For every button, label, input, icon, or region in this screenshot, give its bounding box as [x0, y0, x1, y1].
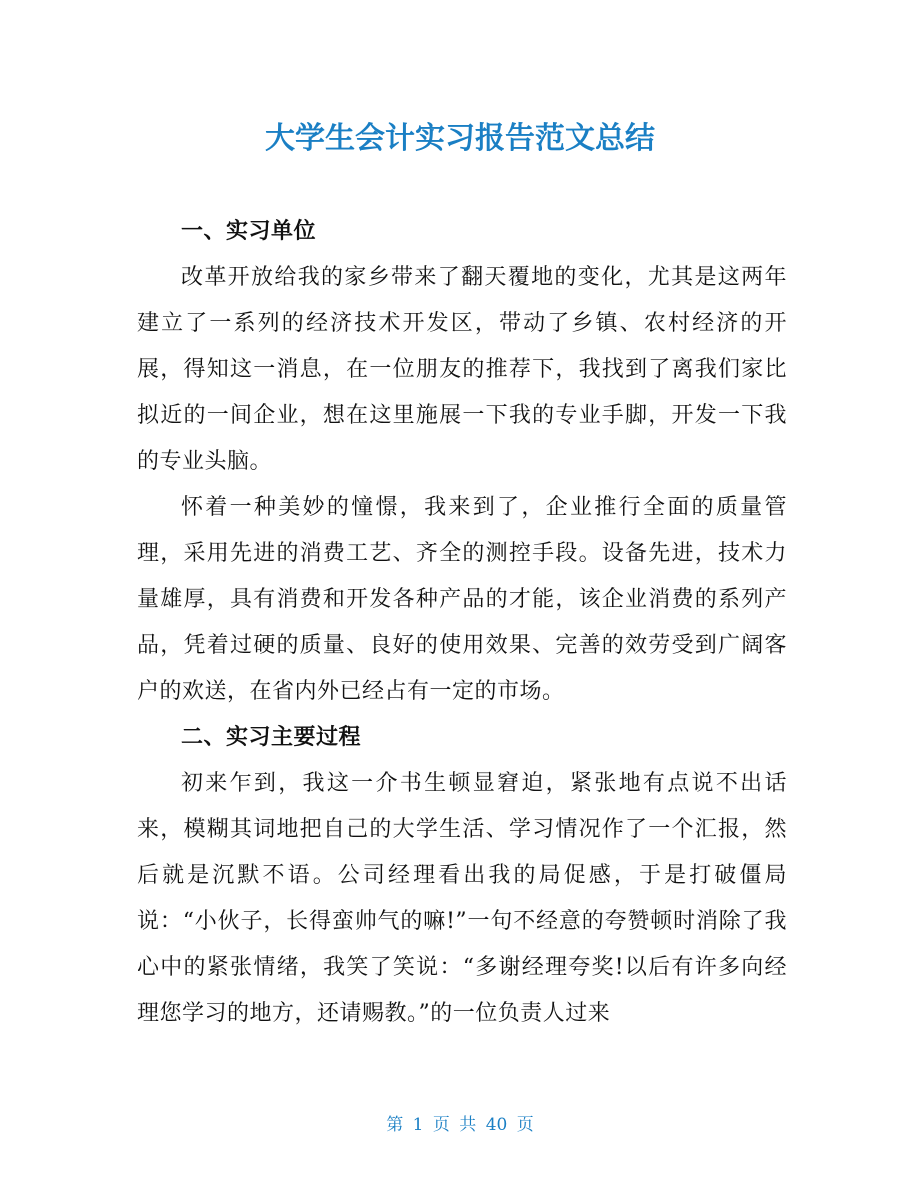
paragraph: 初来乍到，我这一介书生顿显窘迫，紧张地有点说不出话来，模糊其词地把自己的大学生活、学习情况作了一个汇报，然后就是沉默不语。公司经理看出我的局促感，于是打破僵局说：“小伙子，长得蛮帅气的嘛!”一句不经意的夸赞顿时消除了我心中的紧张情绪，我笑了笑说：“多谢经理夸奖!以后有许多向经理您学习的地方，还请赐教。”的一位负责人过来	[137, 771, 787, 1026]
paragraph: 怀着一种美妙的憧憬，我来到了，企业推行全面的质量管理，采用先进的消费工艺、齐全的测控手段。设备先进，技术力量雄厚，具有消费和开发各种产品的才能，该企业消费的系列产品，凭着过硬的质量、良好的使用效果、完善的效劳受到广阔客户的欢送，在省内外已经占有一定的市场。	[137, 495, 787, 704]
page-footer: 第 1 页 共 40 页	[386, 1115, 534, 1135]
document-body	[137, 209, 787, 1037]
paragraph: 改革开放给我的家乡带来了翻天覆地的变化，尤其是这两年建立了一系列的经济技术开发区，带动了乡镇、农村经济的开展，得知这一消息，在一位朋友的推荐下，我找到了离我们家比拟近的一间企业，想在这里施展一下我的专业手脚，开发一下我的专业头脑。	[137, 265, 787, 474]
section-heading-main-process: 二、实习主要过程	[181, 725, 362, 750]
page-title: 大学生会计实习报告范文总结	[265, 121, 655, 156]
section-heading-internship-unit: 一、实习单位	[181, 219, 317, 244]
